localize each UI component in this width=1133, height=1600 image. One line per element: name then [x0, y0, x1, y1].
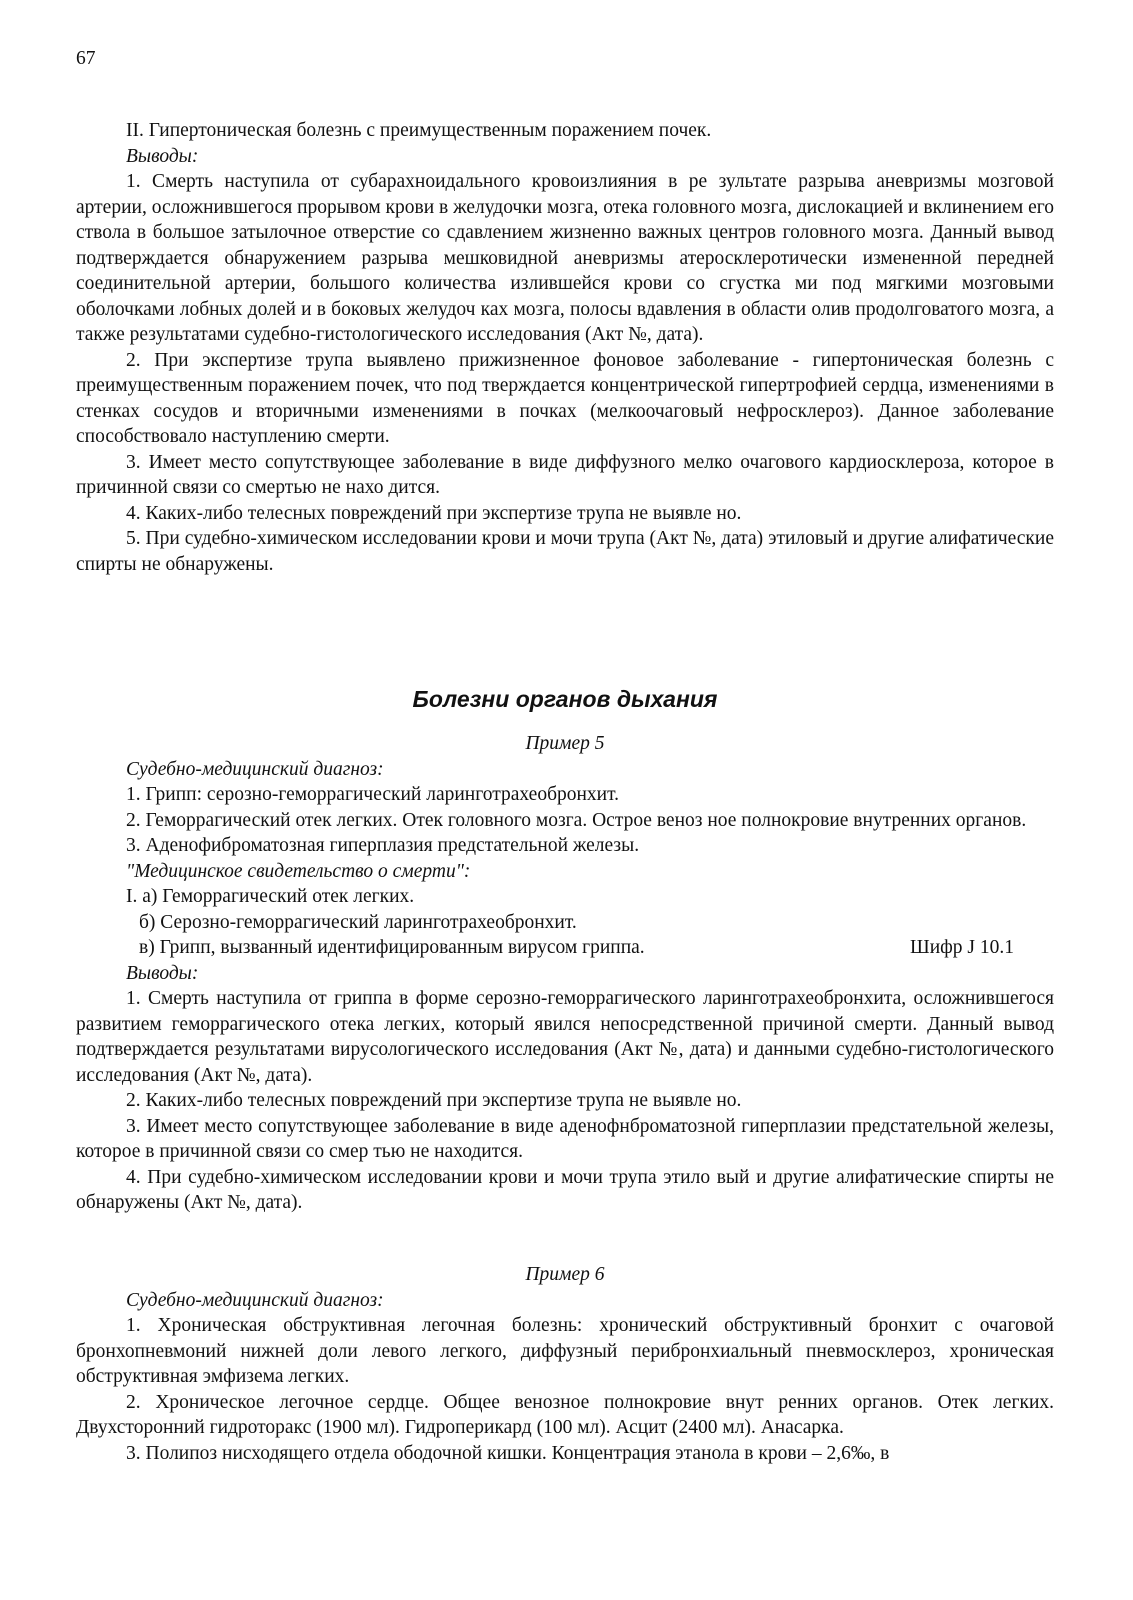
- diagnosis-item: 2. Хроническое легочное сердце. Общее венозное полнокровие внут ренних органов. Отек легких. Двухсторонний гидроторакс (1900 мл). Гидроперикард (100 мл). Асцит (2400 мл). Анасарка.: [76, 1391, 1054, 1438]
- diagnosis-label: Судебно-медицинский диагноз:: [126, 758, 384, 780]
- top-section: [76, 118, 1054, 577]
- intro-line: II. Гипертоническая болезнь с преимущественным поражением почек.: [126, 120, 712, 141]
- certificate-line-b: б) Серозно-геморрагический ларинготрахеобронхит.: [139, 911, 577, 933]
- diagnosis-item: 3. Аденофиброматозная гиперплазия предстательной железы.: [126, 835, 640, 856]
- diagnosis-item: 1. Грипп: серозно-геморрагический ларинготрахеобронхит.: [126, 784, 620, 805]
- diagnosis-label: Судебно-медицинский диагноз:: [126, 1289, 384, 1311]
- example-title: Пример 6: [525, 1264, 605, 1285]
- diagnosis-item: 2. Геморрагический отек легких. Отек головного мозга. Острое веноз ное полнокровие внутренних органов.: [126, 809, 1027, 831]
- page-number: 67: [76, 48, 96, 69]
- icd-code: Шифр J 10.1: [910, 937, 1014, 958]
- conclusion-paragraph: 3. Имеет место сопутствующее заболевание в виде диффузного мелко очагового кардиосклероза, которое в причинной связи со смертью не нахо дится.: [76, 451, 1054, 498]
- conclusion-paragraph: 1. Смерть наступила от гриппа в форме серозно-геморрагического ларинготрахеобронхита, осложнившегося развитием геморрагического отека легких, который явился непосредственной причиной смерти. Данный вывод подтверждается результатами вирусологического исследования (Акт №, дата) и данными судебно-гистологического исследования (Акт №, дата).: [76, 988, 1054, 1086]
- conclusion-paragraph: 2. При экспертизе трупа выявлено прижизненное фоновое заболевание - гипертоническая болезнь с преимущественным поражением почек, что под тверждается концентрической гипертрофией сердца, изменениями в стенках сосудов и вторичными изменениями в почках (мелкоочаговый нефросклероз). Данное заболевание способствовало наступлению смерти.: [76, 349, 1054, 447]
- certificate-line-c: [76, 935, 1054, 961]
- example-6-section: [76, 1262, 1054, 1466]
- conclusion-paragraph: 4. Каких-либо телесных повреждений при экспертизе трупа не выявле но.: [126, 502, 742, 524]
- conclusion-paragraph: 5. При судебно-химическом исследовании крови и мочи трупа (Акт №, дата) этиловый и другие алифатические спирты не обнаружены.: [76, 528, 1054, 575]
- diagnosis-item: 3. Полипоз нисходящего отдела ободочной кишки. Концентрация этанола в крови – 2,6‰, в: [126, 1442, 890, 1464]
- conclusion-paragraph: 3. Имеет место сопутствующее заболевание в виде аденофнброматозной гиперплазии предстательной железы, которое в причинной связи со смер тью не находится.: [76, 1115, 1054, 1162]
- diagnosis-item: 1. Хроническая обструктивная легочная болезнь: хронический обструктивный бронхит с очаговой бронхопневмоний нижней доли левого легкого, диффузный перибронхиальный пневмосклероз, хроническая обструктивная эмфизема легких.: [76, 1315, 1054, 1387]
- certificate-cause-c: в) Грипп, вызванный идентифицированным вирусом гриппа.: [139, 937, 645, 958]
- conclusions-label: Выводы:: [126, 145, 199, 167]
- conclusion-paragraph: 2. Каких-либо телесных повреждений при экспертизе трупа не выявле но.: [126, 1090, 742, 1111]
- conclusions-label: Выводы:: [126, 962, 199, 984]
- section-heading: Болезни органов дыхания: [412, 686, 718, 712]
- example-title: Пример 5: [525, 733, 605, 754]
- conclusion-paragraph: 1. Смерть наступила от субарахноидального кровоизлияния в ре зультате разрыва аневризмы мозговой артерии, осложнившегося прорывом крови в желудочки мозга, отека головного мозга, дислокацией и вклинением его ствола в большое затылочное отверстие со сдавлением жизненно важных центров головного мозга. Данный вывод подтверждается обнаружением разрыва мешковидной аневризмы атеросклеротически измененной передней соединительной артерии, большого количества излившейся крови со сгустка ми под мягкими мозговыми оболочками лобных долей и в боковых желудоч ках мозга, полосы вдавления в области олив продолговатого мозга, а также результатами судебно-гистологического исследования (Акт №, дата).: [76, 171, 1054, 345]
- certificate-line-a: I. а) Геморрагический отек легких.: [126, 886, 415, 907]
- certificate-label: "Медицинское свидетельство о смерти":: [126, 860, 471, 882]
- example-5-section: [76, 731, 1054, 1216]
- conclusion-paragraph: 4. При судебно-химическом исследовании крови и мочи трупа этило вый и другие алифатические спирты не обнаружены (Акт №, дата).: [76, 1166, 1054, 1213]
